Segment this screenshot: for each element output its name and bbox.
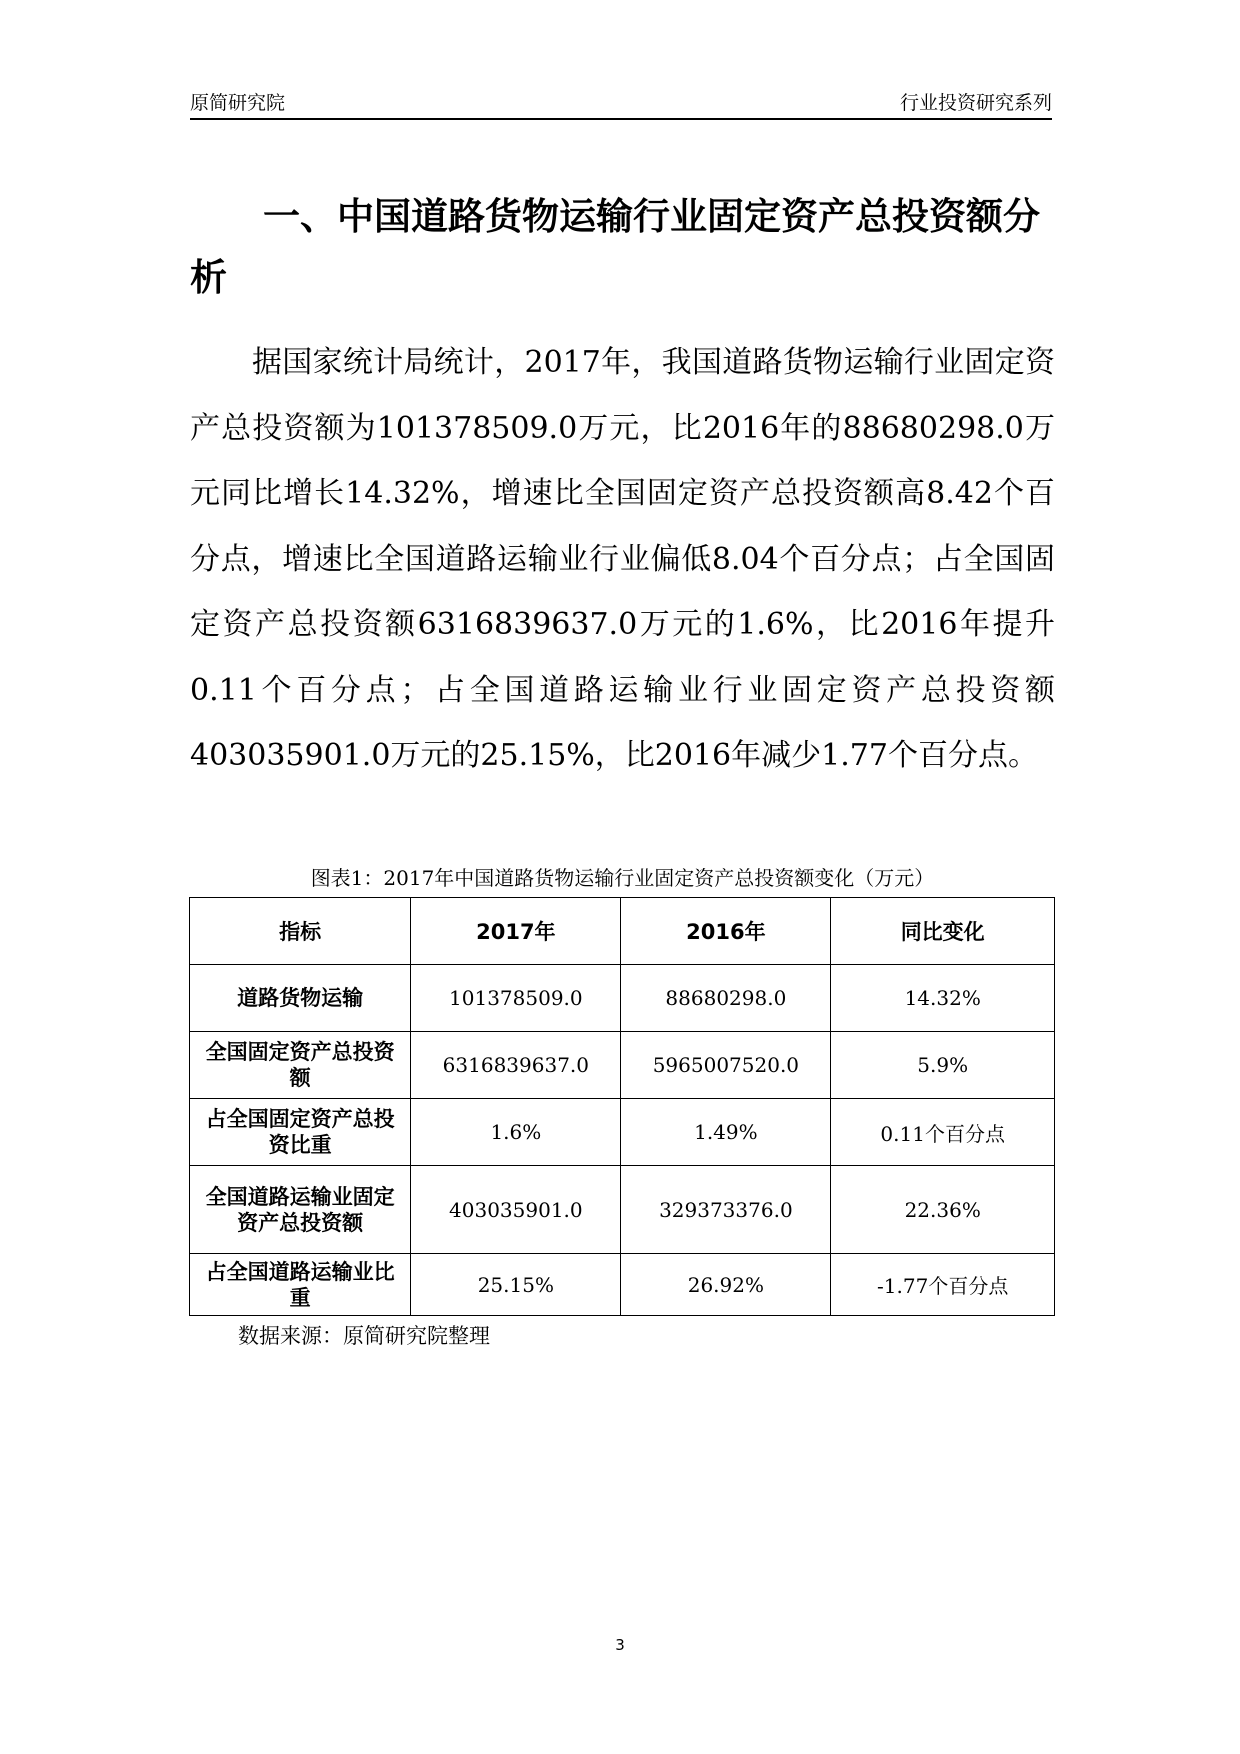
- cell-2016: 26.92%: [621, 1254, 831, 1316]
- row-label: 道路货物运输: [190, 965, 411, 1032]
- cell-yoy: 14.32%: [831, 965, 1055, 1032]
- cell-2017: 25.15%: [411, 1254, 621, 1316]
- table-row: [190, 1032, 1055, 1099]
- header-series: 行业投资研究系列: [899, 92, 1052, 114]
- cell-2016: 88680298.0: [621, 965, 831, 1032]
- table-caption: 图表1：2017年中国道路货物运输行业固定资产总投资额变化（万元）: [310, 866, 935, 890]
- page-number: 3: [615, 1636, 625, 1654]
- row-label: 占全国道路运输业比重: [190, 1254, 411, 1316]
- cell-yoy: 22.36%: [831, 1166, 1055, 1254]
- col-header-2016: 2016年: [621, 898, 831, 965]
- col-header-yoy-change: 同比变化: [831, 898, 1055, 965]
- row-label: 全国固定资产总投资额: [190, 1032, 411, 1099]
- table-row: [190, 1254, 1055, 1316]
- row-label: 占全国固定资产总投资比重: [190, 1099, 411, 1166]
- table-row: [190, 1099, 1055, 1166]
- cell-2016: 1.49%: [621, 1099, 831, 1166]
- header-publisher: 原简研究院: [190, 92, 286, 114]
- table-header-row: [190, 898, 1055, 965]
- section-heading: 一、中国道路货物运输行业固定资产总投资额分析: [190, 195, 1040, 299]
- col-header-indicator: 指标: [190, 898, 411, 965]
- cell-2017: 6316839637.0: [411, 1032, 621, 1099]
- cell-2016: 5965007520.0: [621, 1032, 831, 1099]
- page-header: [190, 86, 1052, 120]
- cell-2017: 101378509.0: [411, 965, 621, 1032]
- table-row: [190, 965, 1055, 1032]
- table-row: [190, 1166, 1055, 1254]
- data-table: [189, 897, 1055, 1316]
- cell-yoy: -1.77个百分点: [831, 1254, 1055, 1316]
- cell-2016: 329373376.0: [621, 1166, 831, 1254]
- cell-2017: 403035901.0: [411, 1166, 621, 1254]
- cell-2017: 1.6%: [411, 1099, 621, 1166]
- data-source-note: 数据来源：原简研究院整理: [238, 1324, 490, 1348]
- body-paragraph: 据国家统计局统计，2017年，我国道路货物运输行业固定资产总投资额为101378509.0万元，比2016年的88680298.0万元同比增长14.32%，增速比全国固定资产总投资额高8.42个百分点，增速比全国道路运输业行业偏低8.04个百分点；占全国固定资产总投资额6316839637.0万元的1.6%，比2016年提升0.11个百分点；占全国道路运输业行业固定资产总投资额403035901.0万元的25.15%，比2016年减少1.77个百分点。: [190, 345, 1055, 773]
- row-label: 全国道路运输业固定资产总投资额: [190, 1166, 411, 1254]
- col-header-2017: 2017年: [411, 898, 621, 965]
- cell-yoy: 0.11个百分点: [831, 1099, 1055, 1166]
- cell-yoy: 5.9%: [831, 1032, 1055, 1099]
